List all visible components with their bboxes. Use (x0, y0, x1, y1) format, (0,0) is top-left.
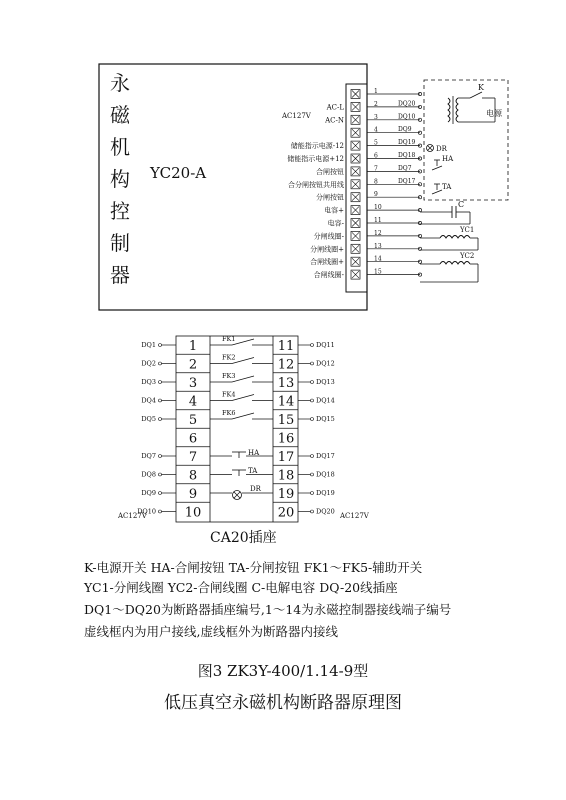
terminal-dq: DQ18 (398, 152, 416, 159)
socket-row (141, 410, 335, 428)
transformer-symbol (448, 83, 503, 124)
terminal-row (310, 243, 421, 254)
terminal-row (328, 217, 422, 228)
controller-block (99, 64, 422, 310)
terminal-number: 13 (374, 242, 382, 250)
socket-dq-left: DQ5 (141, 415, 156, 423)
socket-ta-label: TA (248, 467, 258, 475)
socket-row (176, 428, 298, 446)
terminal-row (287, 152, 421, 163)
socket-switch-label: FK2 (222, 353, 236, 362)
ha-button-symbol (432, 155, 454, 170)
socket-dq-left: DQ9 (141, 489, 156, 497)
terminal-row (326, 100, 422, 111)
terminal-number: 10 (374, 204, 382, 212)
terminal-number: 5 (374, 139, 378, 147)
legend-line-2: YC1-分闸线圈 YC2-合闸线圈 C-电解电容 DQ-20线插座 (84, 580, 398, 595)
socket-row (141, 465, 335, 483)
socket-row (137, 502, 335, 520)
socket-dr-label: DR (250, 485, 261, 493)
socket-ha-label: HA (248, 449, 260, 457)
socket-pin-right: 14 (277, 394, 295, 410)
socket-row (141, 339, 335, 354)
socket-switch (210, 409, 273, 419)
socket-pin-right: 17 (277, 450, 295, 465)
terminal-dq: DQ7 (398, 164, 412, 172)
socket-pin-right: 12 (277, 357, 295, 373)
terminal-dq: DQ19 (398, 139, 416, 147)
socket-switch-label: FK1 (222, 335, 236, 343)
terminal-number: 8 (374, 178, 378, 186)
socket-title: CA20插座 (210, 530, 277, 546)
yc1-label: YC1 (460, 226, 475, 234)
socket-switch (210, 335, 273, 345)
terminal-label: 合闸按钮 (316, 167, 344, 176)
socket-switch-label: FK3 (222, 372, 236, 380)
figure-caption-line-1: 图3 ZK3Y-400/1.14-9型 (197, 662, 369, 680)
terminal-label: 电容+ (324, 206, 344, 215)
socket-row (141, 391, 335, 409)
socket-row (141, 447, 335, 465)
socket-dq-right: DQ12 (316, 359, 335, 368)
terminal-label: 储能指示电源+12 (287, 155, 344, 163)
terminal-row (314, 269, 422, 280)
socket-pin-right: 16 (277, 431, 295, 447)
socket-rows (137, 335, 335, 521)
power-source-label: 电源 (486, 109, 502, 118)
terminal-row (314, 230, 422, 241)
socket-pin-left: 9 (188, 487, 198, 502)
socket-pin-left: 1 (188, 339, 198, 354)
socket-ta-button (232, 467, 258, 476)
terminal-label: 合闸线圈+ (310, 258, 344, 267)
terminal-row (324, 204, 421, 215)
socket-switch-label: FK6 (222, 409, 236, 417)
socket-ha-button (232, 449, 260, 458)
terminal-number: 9 (374, 191, 378, 199)
socket-dq-left: DQ8 (141, 470, 156, 479)
yc2-label: YC2 (460, 252, 475, 260)
socket-row (141, 354, 335, 372)
socket-pin-right: 11 (277, 339, 295, 354)
socket-dq-right: DQ19 (316, 489, 335, 497)
terminal-number: 14 (374, 255, 382, 263)
user-ta-label: TA (442, 183, 452, 191)
controller-title-char: 构 (110, 167, 130, 191)
socket-switch-label: FK4 (222, 390, 236, 399)
socket-pin-left: 2 (188, 357, 198, 373)
figure-caption-line-2: 低压真空永磁机构断路器原理图 (164, 693, 402, 713)
socket-ac-right: AC127V (340, 512, 369, 520)
terminal-number: 7 (374, 165, 378, 173)
socket-row (141, 373, 335, 391)
socket-dq-right: DQ11 (316, 341, 335, 349)
terminal-label: 分闸线圈- (313, 232, 344, 241)
terminal-number: 6 (374, 152, 378, 160)
ta-button-symbol (432, 183, 452, 194)
socket-dq-right: DQ15 (316, 415, 335, 423)
socket-dq-right: DQ13 (316, 378, 335, 386)
socket-pin-left: 8 (188, 468, 198, 484)
controller-title-char: 器 (110, 263, 130, 287)
terminal-number: 2 (374, 100, 378, 108)
controller-title (110, 71, 131, 287)
terminal-row (324, 113, 422, 124)
socket-pin-right: 13 (277, 376, 295, 391)
socket-switch (210, 372, 273, 382)
socket-pin-left: 6 (188, 431, 198, 447)
terminal-label: AC-L (326, 103, 344, 112)
socket-pin-right: 19 (277, 487, 295, 502)
terminal-row (310, 256, 421, 267)
terminal-label: 合闸线圈- (313, 271, 344, 280)
socket-dq-right: DQ14 (316, 396, 335, 405)
terminal-row (316, 191, 422, 202)
terminal-row (351, 88, 422, 99)
controller-title-char: 永 (110, 71, 130, 95)
socket-dq-left: DQ3 (141, 378, 156, 386)
terminal-row (351, 126, 422, 137)
terminal-number: 3 (374, 113, 378, 121)
terminal-label: 分闸按钮 (316, 193, 344, 202)
k-switch-label: K (478, 83, 484, 92)
socket-pin-right: 18 (277, 468, 295, 484)
controller-ac-label: AC127V (282, 112, 311, 120)
terminal-row (291, 139, 422, 150)
socket-dq-left: DQ1 (141, 341, 156, 349)
socket-pin-left: 7 (188, 450, 198, 465)
user-wiring (420, 80, 508, 282)
terminal-number: 1 (374, 88, 378, 95)
socket-dq-left: DQ4 (141, 396, 156, 405)
socket-pin-left: 3 (188, 376, 198, 391)
socket-pin-left: 5 (188, 413, 198, 428)
socket-switch (210, 354, 273, 364)
terminal-number: 12 (374, 229, 382, 237)
socket-pin-right: 15 (277, 413, 295, 428)
terminal-row (288, 178, 422, 189)
socket-dq-right: DQ17 (316, 452, 335, 460)
socket-switch (210, 391, 273, 401)
controller-model: YC20-A (150, 164, 207, 182)
terminal-label: 电容- (327, 219, 344, 228)
yc1-coil-symbol (420, 226, 478, 250)
controller-title-char: 机 (110, 135, 130, 159)
legend-line-4: 虚线框内为用户接线,虚线框外为断路器内接线 (84, 624, 338, 639)
terminal-dq: DQ20 (398, 100, 416, 108)
socket-dq-right: DQ20 (316, 507, 335, 516)
legend-line-1: K-电源开关 HA-合闸按钮 TA-分闸按钮 FK1～FK5-辅助开关 (84, 560, 423, 575)
controller-title-char: 磁 (110, 103, 130, 127)
terminal-dq: DQ9 (398, 126, 412, 134)
terminal-number: 11 (374, 217, 382, 224)
user-dr-label: DR (436, 145, 447, 153)
terminal-dq: DQ10 (398, 113, 416, 121)
dr-lamp-symbol (427, 145, 448, 154)
terminal-number: 4 (374, 126, 378, 134)
controller-title-char: 控 (110, 199, 130, 223)
terminal-label: 分闸线圈+ (310, 245, 344, 254)
terminal-dq: DQ17 (398, 177, 416, 185)
yc2-coil-symbol (420, 252, 478, 282)
socket-dr-lamp (233, 485, 262, 500)
terminal-label: AC-N (325, 116, 344, 125)
socket-dq-left: DQ7 (141, 452, 156, 460)
socket-dq-right: DQ18 (316, 470, 335, 479)
socket-ac-left: AC127V (118, 512, 147, 520)
socket-dq-left: DQ10 (137, 507, 156, 516)
socket-dq-left: DQ2 (141, 359, 156, 368)
controller-title-char: 制 (110, 231, 130, 255)
socket-pin-left: 4 (188, 394, 198, 410)
capacitor-label: C (458, 200, 465, 209)
terminal-label: 合分闸按钮共用线 (288, 180, 344, 189)
socket-pin-right: 20 (277, 505, 295, 521)
capacitor-symbol (420, 200, 470, 224)
socket-diagram (117, 335, 370, 546)
socket-pin-left: 10 (184, 505, 202, 521)
terminal-number: 15 (374, 268, 382, 276)
legend-line-3: DQ1～DQ20为断路器插座编号,1～14为永磁控制器接线端子编号 (84, 602, 452, 617)
terminal-row (316, 165, 422, 176)
user-ha-label: HA (442, 155, 454, 163)
terminal-label: 储能指示电源-12 (290, 142, 344, 151)
